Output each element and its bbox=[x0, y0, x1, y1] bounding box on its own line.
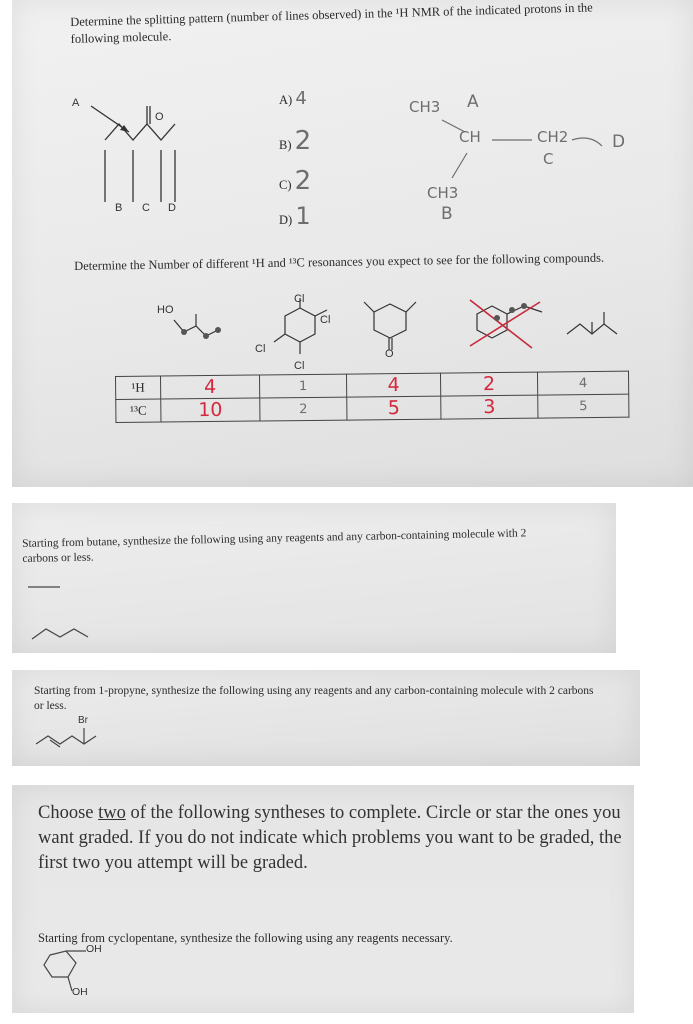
question-resonances: Determine the Number of different ¹H and ¹³C resonances you expect to see for the following compounds. bbox=[74, 250, 605, 273]
question-photo-butane bbox=[12, 503, 616, 653]
instruction-pre: Choose bbox=[38, 803, 99, 823]
sketch-ch3-bottom: CH3 bbox=[427, 184, 459, 202]
instruction-choose-two bbox=[38, 801, 628, 876]
choice-answer: 4 bbox=[295, 88, 307, 109]
cell-h-4 bbox=[440, 372, 537, 396]
cell-h-1 bbox=[161, 375, 260, 399]
diol-target-structure bbox=[38, 947, 128, 1007]
butane-target-structure bbox=[26, 581, 96, 651]
handwritten-sketch bbox=[397, 92, 657, 228]
label-oh-top: OH bbox=[86, 943, 102, 955]
sketch-d: D bbox=[612, 132, 626, 152]
label-cl-bottom: Cl bbox=[294, 360, 305, 372]
cell-value: 5 bbox=[579, 398, 588, 414]
sketch-a: A bbox=[467, 92, 479, 112]
label-cl-right: Cl bbox=[320, 314, 331, 326]
label-br: Br bbox=[78, 715, 88, 726]
question-cyclopentane: Starting from cyclopentane, synthesize the following using any reagents necessary. bbox=[38, 931, 453, 945]
label-a: A bbox=[72, 97, 80, 109]
choice-label: B) bbox=[279, 138, 292, 152]
propyne-target-structure bbox=[32, 724, 112, 754]
cell-c-2 bbox=[260, 397, 347, 421]
cell-value: 1 bbox=[298, 378, 308, 394]
choice-answer: 2 bbox=[294, 166, 312, 196]
question-photo-nmr bbox=[12, 0, 693, 487]
label-d: D bbox=[168, 202, 176, 214]
sketch-ch: CH bbox=[459, 128, 481, 146]
choice-label: A) bbox=[279, 93, 293, 107]
question-splitting: Determine the splitting pattern (number of lines observed) in the ¹H NMR of the indicated protons in the following molecule. bbox=[70, 0, 593, 46]
cell-value: 2 bbox=[482, 373, 496, 396]
cell-value: 4 bbox=[387, 374, 400, 397]
row-13c bbox=[116, 394, 629, 422]
cell-value: 4 bbox=[203, 375, 217, 399]
row-label-1h: ¹H bbox=[116, 376, 161, 399]
cell-h-3 bbox=[346, 373, 440, 397]
choice-answer: 1 bbox=[295, 202, 311, 230]
label-cl-left: Cl bbox=[255, 343, 266, 355]
choice-answer: 2 bbox=[294, 126, 312, 156]
sketch-ch3-top: CH3 bbox=[409, 98, 441, 116]
row-label-13c: ¹³C bbox=[116, 399, 161, 422]
choice-d bbox=[279, 202, 311, 230]
cell-value: 5 bbox=[387, 397, 401, 420]
choice-c bbox=[279, 166, 311, 196]
label-cl-top: Cl bbox=[294, 293, 305, 305]
question-photo-propyne bbox=[12, 670, 640, 766]
cell-value: 3 bbox=[483, 396, 496, 419]
choice-label: C) bbox=[279, 178, 292, 192]
label-oh-bottom: OH bbox=[72, 986, 88, 998]
sketch-ch2: CH2 bbox=[537, 128, 569, 146]
label-b: B bbox=[115, 202, 123, 214]
sketch-c: C bbox=[543, 150, 554, 168]
label-ho: HO bbox=[157, 304, 174, 316]
sketch-bonds bbox=[397, 98, 657, 228]
question-propyne: Starting from 1-propyne, synthesize the following using any reagents and any carbon-containing molecule with 2 carbons or less. bbox=[34, 685, 594, 712]
carbonyl-o: O bbox=[155, 111, 164, 123]
instruction-post: of the following syntheses to complete. Circle or star the ones you want graded. If you do not indicate which problems you want to be graded, the first two you attempt will be graded. bbox=[38, 803, 622, 873]
instruction-emph: two bbox=[98, 803, 126, 823]
cell-value: 10 bbox=[198, 398, 223, 422]
cell-h-5 bbox=[537, 371, 628, 395]
label-o: O bbox=[385, 348, 394, 360]
cell-c-3 bbox=[347, 396, 441, 420]
choice-label: D) bbox=[279, 213, 293, 227]
cell-c-4 bbox=[441, 395, 538, 419]
choice-b bbox=[279, 126, 311, 156]
cell-value: 4 bbox=[578, 375, 588, 391]
resonance-table bbox=[115, 371, 629, 423]
cell-c-1 bbox=[161, 398, 260, 422]
cell-h-2 bbox=[259, 374, 346, 398]
label-c: C bbox=[142, 202, 150, 214]
choice-a bbox=[279, 88, 307, 109]
question-butane: Starting from butane, synthesize the following using any reagents and any carbon-containing molecule with 2 carbons or less. bbox=[22, 527, 527, 565]
sketch-b: B bbox=[441, 204, 453, 224]
cell-value: 2 bbox=[299, 401, 308, 417]
cell-c-5 bbox=[538, 394, 629, 418]
question-photo-cyclopentane bbox=[12, 785, 634, 1013]
